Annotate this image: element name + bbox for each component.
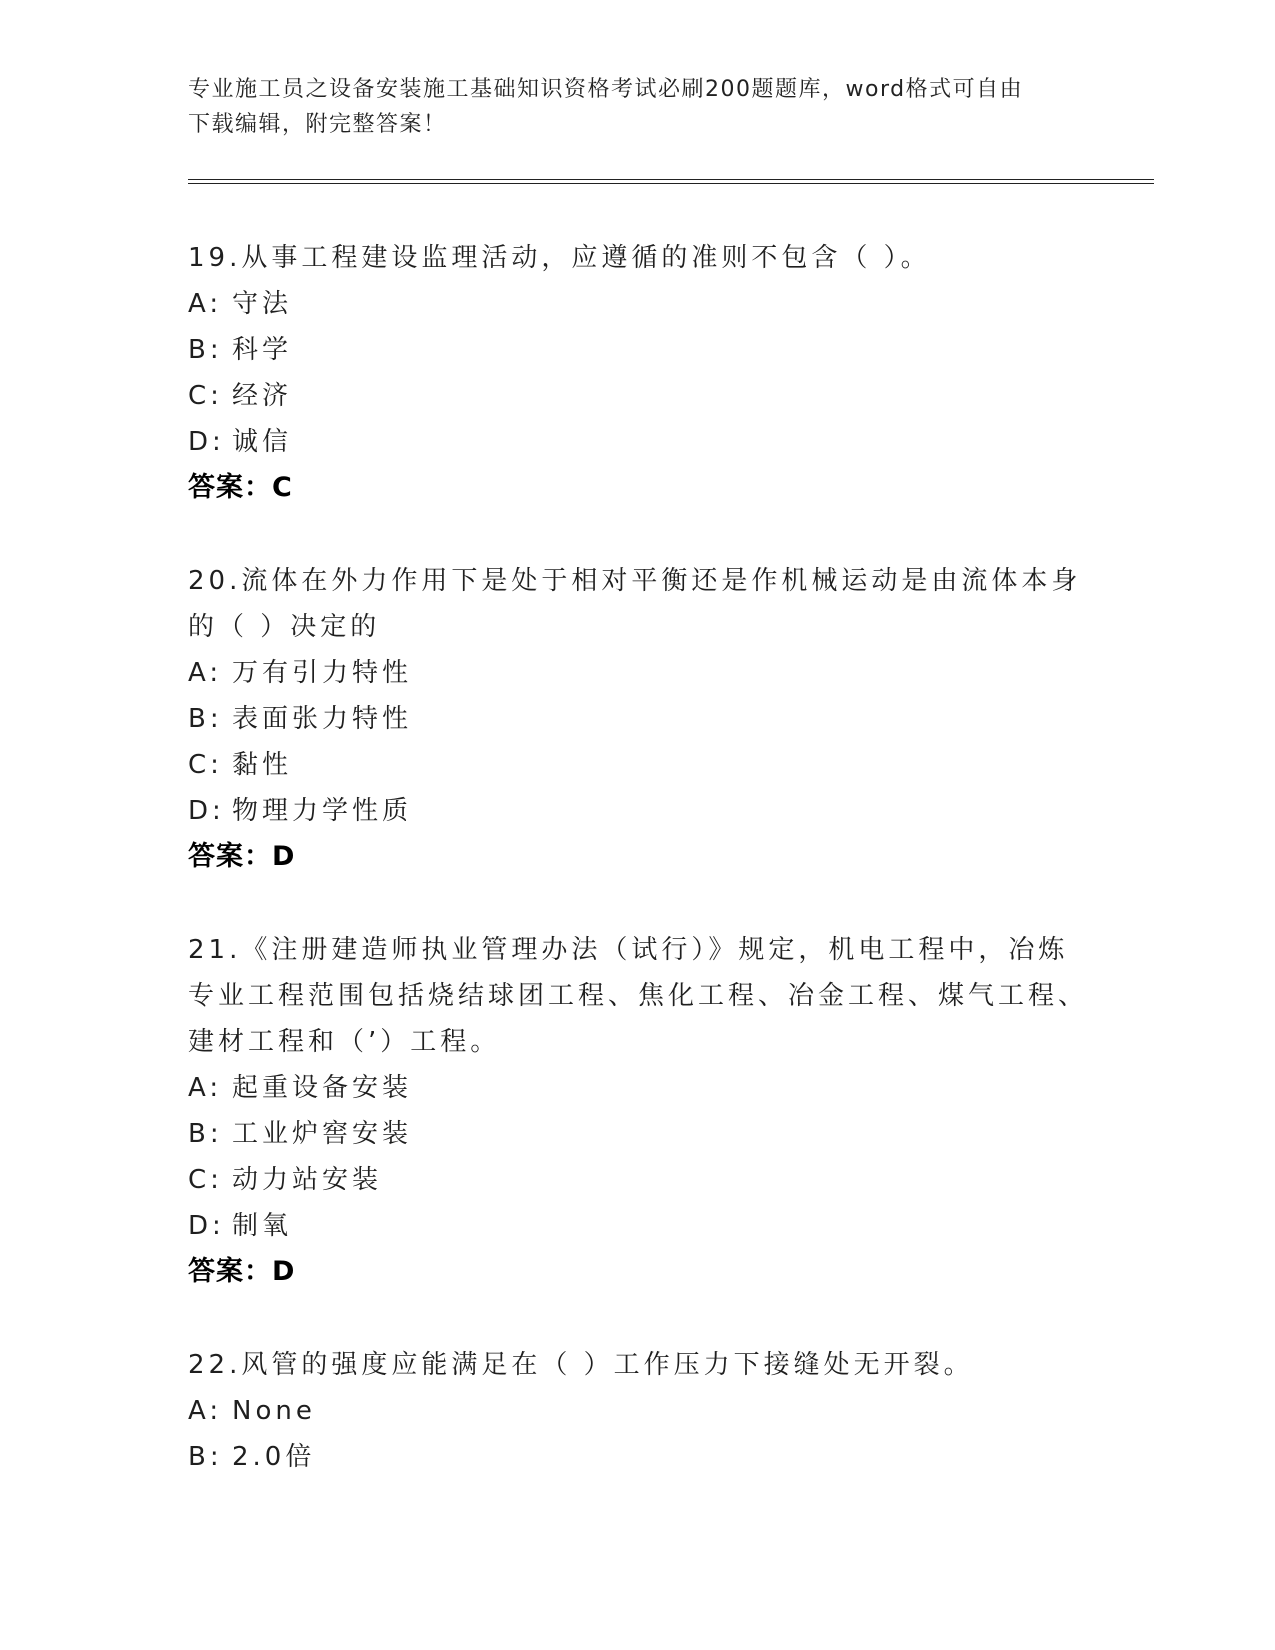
- option-key: B:: [188, 1442, 223, 1472]
- option-key: D:: [188, 427, 225, 457]
- option-a: [188, 281, 1088, 327]
- option-key: D:: [188, 1211, 225, 1241]
- option-key: C:: [188, 750, 223, 780]
- option-text: 经济: [232, 381, 293, 411]
- option-key: C:: [188, 381, 223, 411]
- option-text: 守法: [232, 289, 293, 319]
- option-text: 科学: [232, 335, 293, 365]
- option-b: [188, 327, 1088, 373]
- option-key: B:: [188, 1119, 223, 1149]
- answer-line: 答案：D: [188, 841, 296, 872]
- option-a: [188, 650, 1088, 696]
- option-b: [188, 696, 1088, 742]
- answer-line: 答案：D: [188, 1256, 296, 1287]
- option-key: D:: [188, 796, 225, 826]
- option-text: 物理力学性质: [232, 796, 413, 826]
- option-c: [188, 373, 1088, 419]
- header-rule-bottom: [188, 183, 1154, 184]
- option-key: B:: [188, 704, 223, 734]
- option-text: 诚信: [232, 427, 293, 457]
- option-text: 2.0倍: [232, 1442, 316, 1472]
- question-stem: 19.从事工程建设监理活动，应遵循的准则不包含（ ）。: [188, 243, 931, 273]
- option-text: 黏性: [232, 750, 293, 780]
- option-key: B:: [188, 335, 223, 365]
- option-c: [188, 742, 1088, 788]
- option-key: C:: [188, 1165, 223, 1195]
- option-text: None: [232, 1396, 316, 1426]
- question-stem: 21.《注册建造师执业管理办法（试行）》规定，机电工程中，冶炼专业工程范围包括烧结球团工程、焦化工程、冶金工程、煤气工程、建材工程和（’）工程。: [188, 935, 1089, 1057]
- option-a: [188, 1065, 1088, 1111]
- option-text: 工业炉窖安装: [232, 1119, 413, 1149]
- option-d: [188, 1203, 1088, 1249]
- document-header: [188, 72, 1088, 142]
- question-22: [188, 1342, 1088, 1480]
- option-b: [188, 1111, 1088, 1157]
- option-key: A:: [188, 1073, 223, 1103]
- question-stem: 22.风管的强度应能满足在（ ）工作压力下接缝处无开裂。: [188, 1350, 974, 1380]
- option-key: A:: [188, 289, 223, 319]
- question-19: [188, 235, 1088, 511]
- question-20: [188, 558, 1088, 880]
- option-d: [188, 788, 1088, 834]
- header-rule-top: [188, 179, 1154, 180]
- option-text: 表面张力特性: [232, 704, 413, 734]
- question-21: [188, 927, 1088, 1295]
- answer-line: 答案：C: [188, 472, 293, 503]
- question-stem: 20.流体在外力作用下是处于相对平衡还是作机械运动是由流体本身的（ ）决定的: [188, 566, 1082, 642]
- header-line-1: 专业施工员之设备安装施工基础知识资格考试必刷200题题库，word格式可自由: [188, 77, 1024, 102]
- option-text: 万有引力特性: [232, 658, 413, 688]
- option-d: [188, 419, 1088, 465]
- option-text: 制氧: [232, 1211, 293, 1241]
- header-line-2: 下载编辑，附完整答案！: [188, 112, 447, 137]
- option-a: [188, 1388, 1088, 1434]
- option-key: A:: [188, 1396, 223, 1426]
- option-text: 动力站安装: [232, 1165, 383, 1195]
- option-text: 起重设备安装: [232, 1073, 413, 1103]
- option-b: [188, 1434, 1088, 1480]
- option-key: A:: [188, 658, 223, 688]
- option-c: [188, 1157, 1088, 1203]
- question-list: [188, 235, 1088, 1480]
